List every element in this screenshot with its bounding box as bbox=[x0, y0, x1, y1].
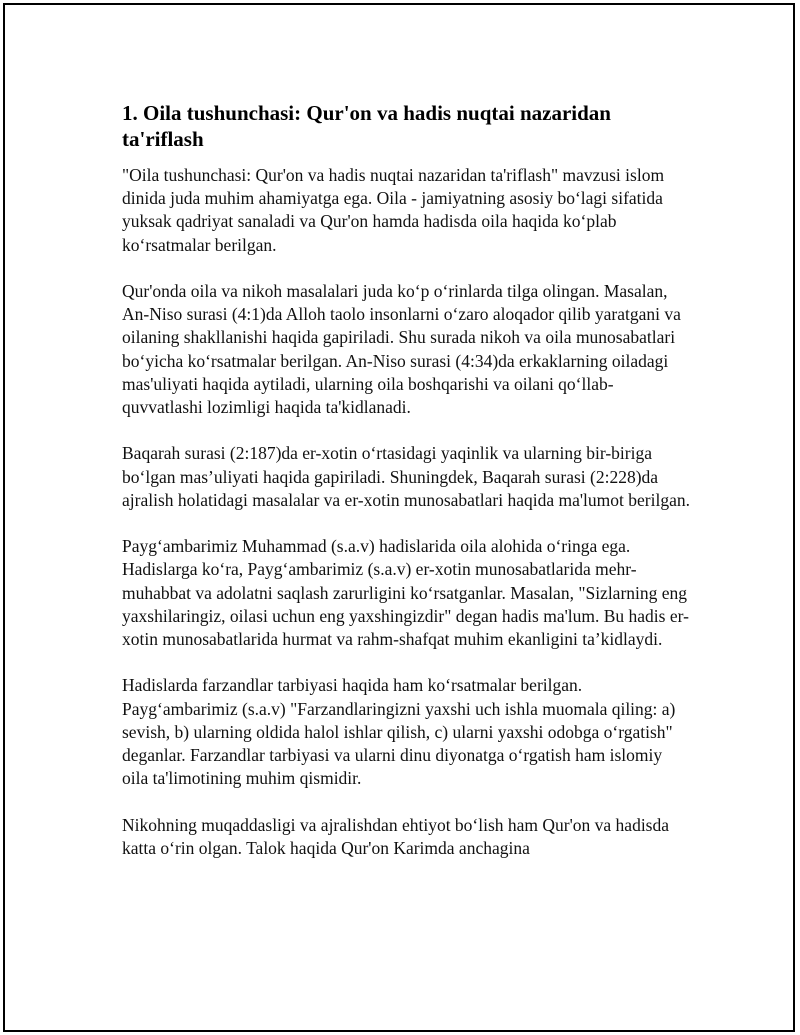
paragraph-hadith-family: Payg‘ambarimiz Muhammad (s.a.v) hadislarida oila alohida o‘ringa ega. Hadislarga ko‘ra, Payg‘ambarimiz (s.a.v) er-xotin munosabatlarida mehr-muhabbat va adolatni saqlash zarurligini ko‘rsatganlar. Masalan, "Sizlarning eng yaxshilaringiz, oilasi uchun eng yaxshingizdir" degan hadis ma'lum. Bu hadis er-xotin munosabatlarida hurmat va rahm-shafqat muhim ekanligini ta’kidlaydi. bbox=[122, 536, 689, 650]
document-body bbox=[122, 100, 692, 883]
paragraph-children-upbringing: Hadislarda farzandlar tarbiyasi haqida ham ko‘rsatmalar berilgan. Payg‘ambarimiz (s.a.v) "Farzandlaringizni yaxshi uch ishla muomala qiling: a) sevish, b) ularning oldida halol ishlar qilish, c) ularni yaxshi odobga o‘rgatish" deganlar. Farzandlar tarbiyasi va ularni dinu diyonatga o‘rgatish ham islomiy oila ta'limotining muhim qismidir. bbox=[122, 675, 676, 789]
paragraph-quran-family: Qur'onda oila va nikoh masalalari juda ko‘p o‘rinlarda tilga olingan. Masalan, An-Niso surasi (4:1)da Alloh taolo insonlarni o‘zaro aloqador qilib yaratgani va oilaning shakllanishi haqida gapiriladi. Shu surada nikoh va oila munosabatlari bo‘yicha ko‘rsatmalar berilgan. An-Niso surasi (4:34)da erkaklarning oiladagi mas'uliyati haqida aytiladi, ularning oila boshqarishi va oilani qo‘llab-quvvatlashi lozimligi haqida ta'kidlanadi. bbox=[122, 281, 681, 418]
paragraph-baqarah: Baqarah surasi (2:187)da er-xotin o‘rtasidagi yaqinlik va ularning bir-biriga bo‘lgan mas’uliyati haqida gapiriladi. Shuningdek, Baqarah surasi (2:228)da ajralish holatidagi masalalar va er-xotin munosabatlari haqida ma'lumot berilgan. bbox=[122, 443, 690, 510]
document-page bbox=[3, 3, 795, 1032]
paragraph-intro: "Oila tushunchasi: Qur'on va hadis nuqtai nazaridan ta'riflash" mavzusi islom dinida juda muhim ahamiyatga ega. Oila - jamiyatning asosiy bo‘lagi sifatida yuksak qadriyat sanaladi va Qur'on hamda hadisda oila haqida ko‘plab ko‘rsatmalar berilgan. bbox=[122, 165, 665, 255]
paragraph-marriage-sanctity: Nikohning muqaddasligi va ajralishdan ehtiyot bo‘lish ham Qur'on va hadisda katta o‘rin olgan. Talok haqida Qur'on Karimda anchagina bbox=[122, 814, 670, 858]
section-heading: 1. Oila tushunchasi: Qur'on va hadis nuqtai nazaridan ta'riflash bbox=[122, 101, 611, 151]
